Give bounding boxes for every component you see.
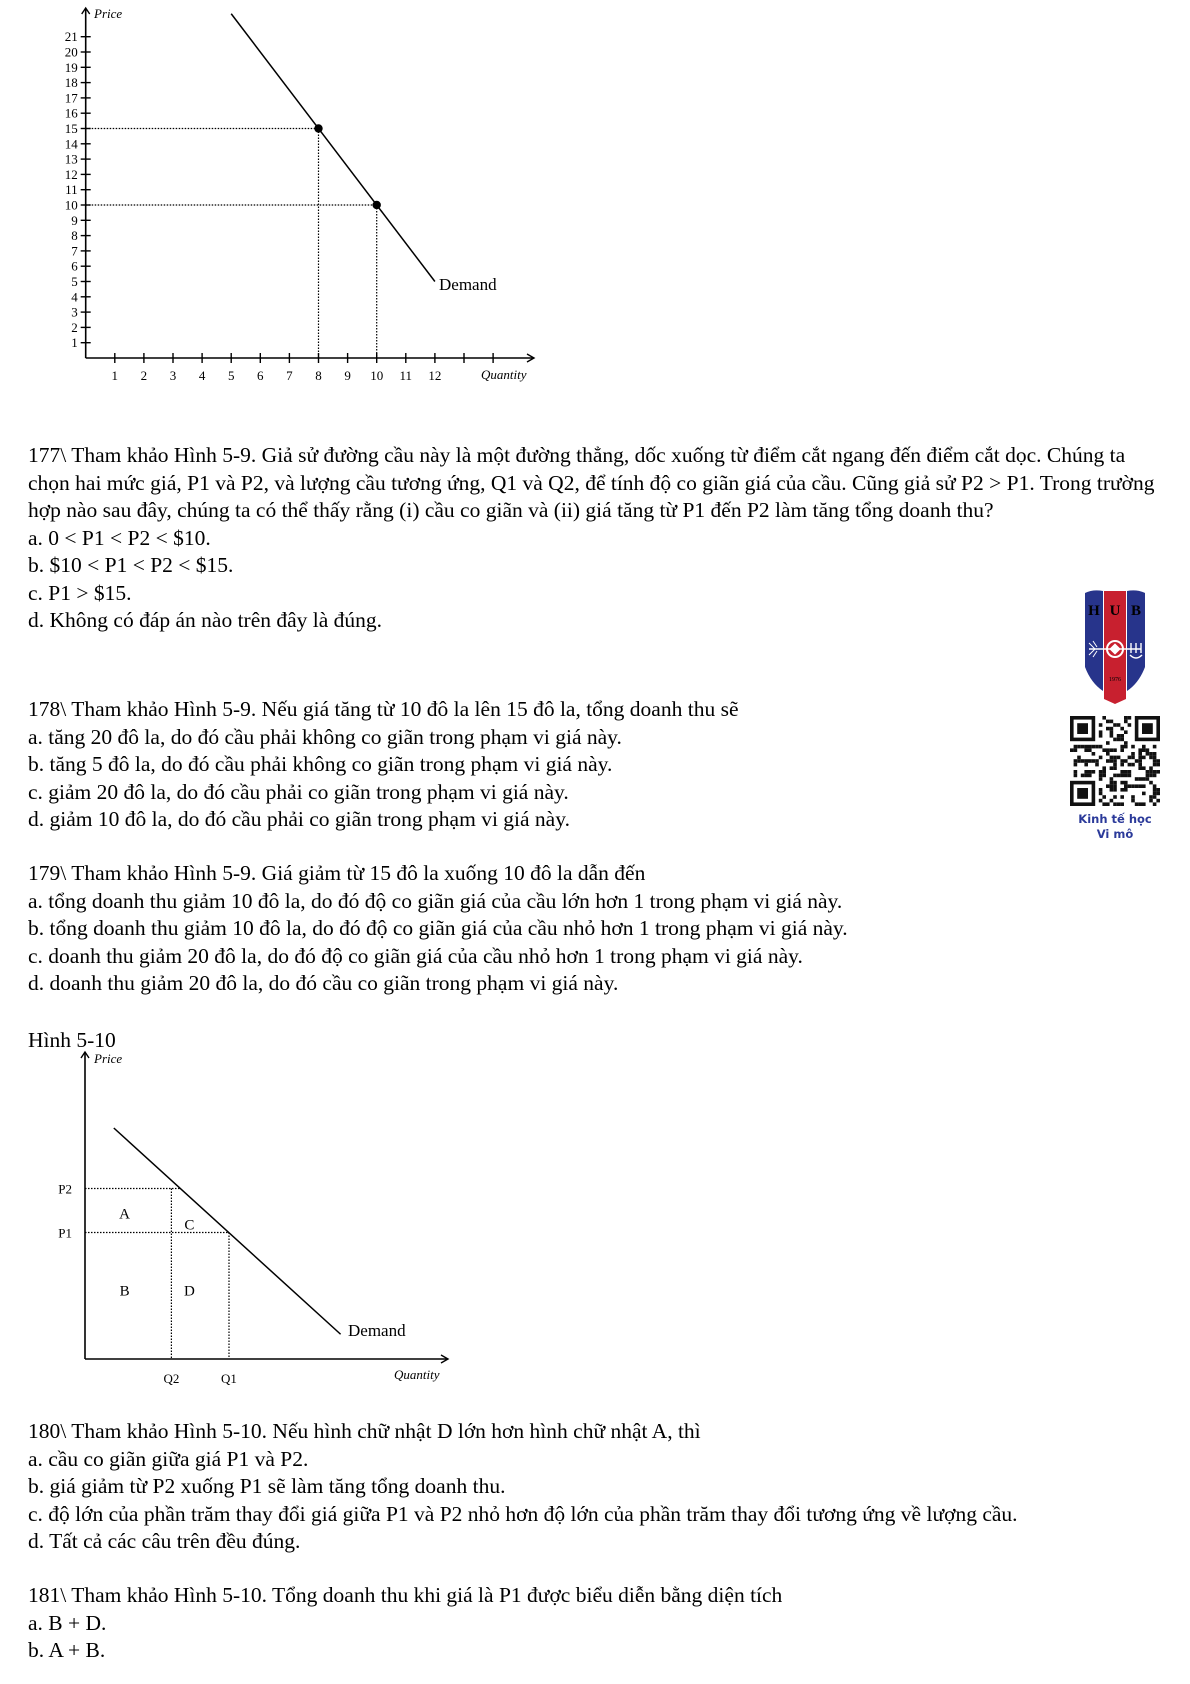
demand-point [314,124,322,132]
y-tick-label: 19 [64,59,78,75]
y-tick-label: 8 [71,228,78,244]
x-tick-label: 4 [198,368,206,383]
price-level-label: P1 [58,1225,72,1241]
answer-option-b[interactable]: b. tăng 5 đô la, do đó cầu phải không co giãn trong phạm vi giá này. [28,752,613,776]
answer-option-a[interactable]: a. tăng 20 đô la, do đó cầu phải không co giãn trong phạm vi giá này. [28,724,622,749]
y-tick-label: 2 [71,319,78,335]
question-177 [28,442,1168,635]
qr-finder-core [1077,723,1088,734]
answer-option-b[interactable]: b. $10 < P1 < P2 < $15. [28,553,234,577]
y-tick-label: 5 [71,274,78,289]
x-tick-label: 6 [257,368,264,383]
question-178 [28,696,1168,834]
answer-option-c[interactable]: c. P1 > $15. [28,580,132,605]
y-axis-title: Price [94,6,123,21]
logo-caption [1060,812,1170,842]
x-tick-label: 3 [169,368,177,383]
x-tick-label: 5 [227,368,235,383]
y-tick-label: 9 [71,212,78,228]
x-tick-label: 7 [286,368,293,383]
answer-option-b[interactable]: b. tổng doanh thu giảm 10 đô la, do đó độ co giãn giá của cầu nhỏ hơn 1 trong phạm vi giá này. [28,916,848,940]
answer-option-c[interactable]: c. doanh thu giảm 20 đô la, do đó độ co giãn giá của cầu nhỏ hơn 1 trong phạm vi giá này. [28,943,803,968]
qr-code-icon [1070,716,1160,806]
x-tick-label: 8 [315,368,322,383]
x-tick-label: 12 [428,368,442,383]
y-axis-title: Price [94,1051,123,1066]
question-180 [28,1418,1168,1556]
answer-option-d[interactable]: d. giảm 10 đô la, do đó cầu phải co giãn trong phạm vi giá này. [28,807,570,831]
caption-line-2: Vi mô [1096,827,1134,841]
quantity-level-label: Q2 [163,1371,180,1386]
y-tick-label: 11 [65,182,78,198]
y-tick-label: 6 [71,258,78,274]
answer-option-a[interactable]: a. 0 < P1 < P2 < $10. [28,525,211,550]
demand-curve-label: Demand [348,1321,406,1340]
figure-5-10-heading: Hình 5-10 [28,1028,116,1052]
qr-finder-core [1142,723,1153,734]
x-axis-title: Quantity [394,1367,440,1382]
question-stem: 177\ Tham khảo Hình 5-9. Giả sử đường cầu này là một đường thẳng, dốc xuống từ điểm cắt ngang đến điểm cắt dọc. Chúng ta chọn hai mức giá, P1 và P2, và lượng cầu tương ứng, Q1 và Q2, để tính độ co giãn giá của cầu. Cũng giả sử P2 > P1. Trong trường hợp nào sau đây, chúng ta có thể thấy rằng (i) cầu co giãn và (ii) giá tăng từ P1 đến P2 làm tăng tổng doanh thu? [28,443,1155,522]
caption-line-1: Kinh tế học [1078,812,1152,826]
answer-option-a[interactable]: a. cầu co giãn giữa giá P1 và P2. [28,1446,309,1471]
hub-university-shield-icon [1083,587,1147,705]
y-tick-label: 20 [64,44,78,60]
question-stem: 178\ Tham khảo Hình 5-9. Nếu giá tăng từ 10 đô la lên 15 đô la, tổng doanh thu sẽ [28,697,739,721]
answer-option-b[interactable]: b. giá giảm từ P2 xuống P1 sẽ làm tăng tổng doanh thu. [28,1474,506,1498]
answer-option-b[interactable]: b. A + B. [28,1638,106,1662]
answer-option-a[interactable]: a. tổng doanh thu giảm 10 đô la, do đó độ co giãn giá của cầu lớn hơn 1 trong phạm vi giá này. [28,888,843,913]
y-tick-label: 16 [64,105,78,121]
question-stem: 179\ Tham khảo Hình 5-9. Giá giảm từ 15 đô la xuống 10 đô la dẫn đến [28,861,646,885]
y-tick-label: 15 [64,121,78,136]
figure-5-9-demand-chart [0,0,560,400]
demand-curve [231,14,435,282]
y-tick-label: 14 [64,136,78,152]
x-tick-label: 11 [399,368,413,383]
answer-option-c[interactable]: c. độ lớn của phần trăm thay đổi giá giữa P1 và P2 nhỏ hơn độ lớn của phần trăm thay đổi tương ứng về lượng cầu. [28,1501,1018,1526]
answer-option-c[interactable]: c. giảm 20 đô la, do đó cầu phải co giãn trong phạm vi giá này. [28,779,569,804]
question-stem: 181\ Tham khảo Hình 5-10. Tổng doanh thu khi giá là P1 được biểu diễn bằng diện tích [28,1583,783,1607]
figure-5-10-demand-chart [0,1040,480,1400]
area-label-a: A [119,1206,131,1223]
x-tick-label: 9 [344,368,351,383]
y-tick-label: 17 [64,90,78,106]
answer-option-d[interactable]: d. doanh thu giảm 20 đô la, do đó cầu co giãn trong phạm vi giá này. [28,971,619,995]
y-tick-label: 12 [64,166,78,182]
question-179 [28,860,1168,998]
answer-option-d[interactable]: d. Tất cả các câu trên đều đúng. [28,1529,301,1553]
y-tick-label: 13 [64,151,78,167]
y-tick-label: 3 [71,304,78,320]
demand-curve-label: Demand [439,275,497,294]
x-tick-label: 1 [111,368,119,383]
svg-text:H: H [1088,603,1100,619]
area-label-d: D [183,1283,195,1300]
svg-text:1976: 1976 [1109,677,1121,683]
answer-option-a[interactable]: a. B + D. [28,1610,107,1635]
y-tick-label: 1 [71,335,78,351]
demand-point [373,201,381,209]
question-181 [28,1582,1168,1665]
price-level-label: P2 [58,1181,72,1197]
svg-text:B: B [1130,603,1142,619]
qr-finder-core [1077,788,1088,799]
answer-option-d[interactable]: d. Không có đáp án nào trên đây là đúng. [28,608,383,632]
y-tick-label: 7 [71,243,78,259]
question-stem: 180\ Tham khảo Hình 5-10. Nếu hình chữ nhật D lớn hơn hình chữ nhật A, thì [28,1419,701,1443]
area-label-c: C [184,1217,195,1234]
x-axis-title: Quantity [481,367,527,382]
y-tick-label: 18 [64,75,78,91]
y-tick-label: 4 [71,289,78,305]
svg-text:U: U [1109,603,1121,619]
x-tick-label: 10 [370,368,384,383]
x-tick-label: 2 [140,368,148,383]
demand-curve [114,1128,341,1334]
y-tick-label: 10 [64,197,78,213]
area-label-b: B [119,1283,130,1300]
hub-logo-block [1060,587,1170,842]
quantity-level-label: Q1 [221,1371,237,1386]
y-tick-label: 21 [64,29,78,45]
